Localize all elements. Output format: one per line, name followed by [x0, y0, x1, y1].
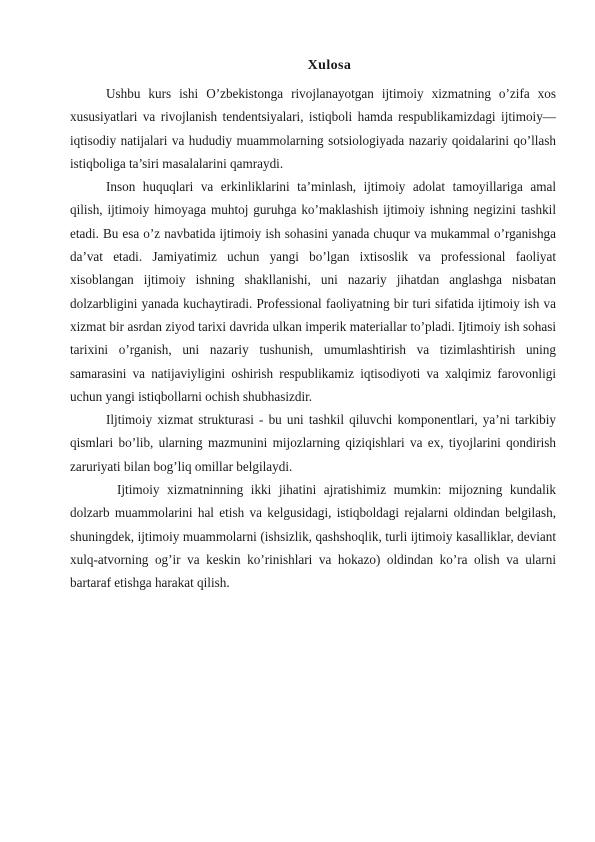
paragraph-4: Ijtimoiy xizmatninning ikki jihatini ajratishimiz mumkin: mijozning kundalik dolzarb muammolarini hal etish va kelgusidagi, istiqboldagi rejalarni oldindan belgilash, shuningdek, ijtimoiy muammolarni (ishsizlik, qashshoqlik, turli ijtimoiy kasalliklar, deviant xulq-atvorning og’ir va keskin ko’rinishlari va hokazo) oldindan ko’ra olish va ularni bartaraf etishga harakat qilish. — [70, 482, 556, 591]
page-title: Xulosa — [307, 58, 352, 73]
paragraph-1: Ushbu kurs ishi O’zbekistonga rivojlanayotgan ijtimoiy xizmatning o’zifa xos xususiyatlari va rivojlanish tendentsiyalari, istiqboli hamda respublikamizdagi ijtimoiy—iqtisodiy natijalari va hududiy muammolarning sotsiologiyada nazariy qoidalarini qo’llash istiqboliga ta’siri masalalarini qamraydi. — [70, 86, 556, 171]
paragraph-3: Iljtimoiy xizmat strukturasi - bu uni tashkil qiluvchi komponentlari, ya’ni tarkibiy qismlari bo’lib, ularning mazmunini mijozlarning qiziqishlari va ex, tiyojlarini qondirish zaruriyati bilan bog’liq omillar belgilaydi. — [70, 412, 556, 474]
document-body — [70, 82, 556, 595]
paragraph-2: Inson huquqlari va erkinliklarini ta’minlash, ijtimoiy adolat tamoyillariga amal qilish, ijtimoiy himoyaga muhtoj guruhga ko’maklashish ijtimoiy ishning negizini tashkil etadi. Bu esa o’z navbatida ijtimoiy ish sohasini yanada chuqur va mukammal o’rganishga da’vat etadi. Jamiyatimiz uchun yangi bo’lgan ixtisoslik va professional faoliyat xisoblangan ijtimoiy ishning shakllanishi, uni nazariy jihatdan anglashga nisbatan dolzarbligini yanada kuchaytiradi. Professional faoliyatning bir turi sifatida ijtimoiy ish va xizmat bir asrdan ziyod tarixi davrida ulkan imperik materiallar to’pladi. Ijtimoiy ish sohasi tarixini o’rganish, uni nazariy tushunish, umumlashtirish va tizimlashtirish uning samarasini va natijaviyligini oshirish respublikamiz iqtisodiyoti va xalqimiz farovonligi uchun yangi istiqbollarni ochish shubhasizdir. — [70, 179, 556, 404]
